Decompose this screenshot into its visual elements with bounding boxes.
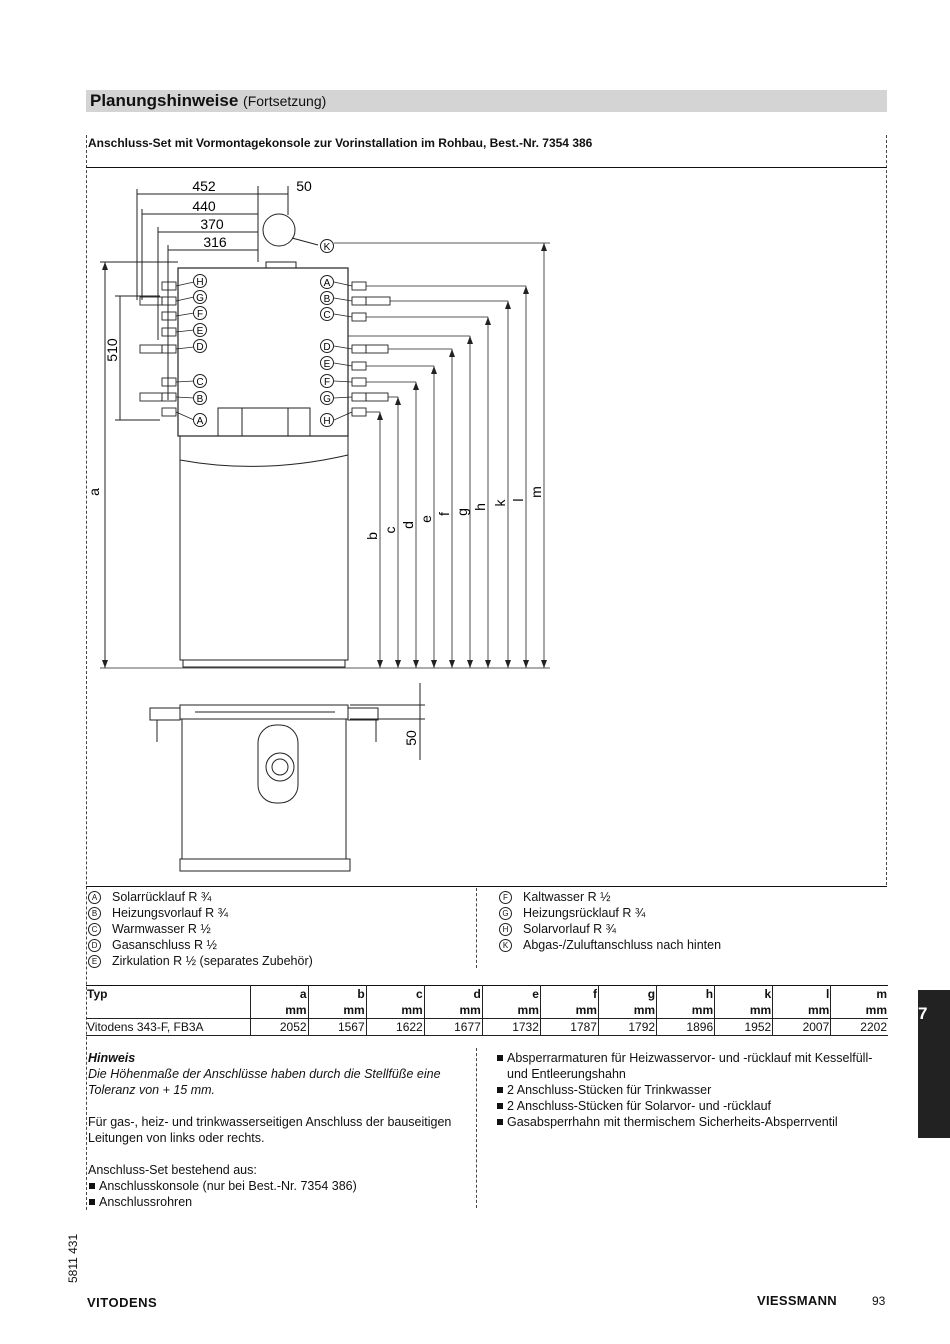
table-cell-b: 1567 [308,1019,366,1036]
legend-left [88,889,313,969]
legend-item-h [499,921,721,937]
dim-50-top: 50 [296,178,312,194]
svg-text:C: C [323,310,331,321]
note-left-column [88,1050,472,1210]
note-divider [476,1048,477,1208]
marker-left-g [194,291,207,305]
svg-text:B: B [323,294,331,305]
svg-text:A: A [196,416,204,427]
svg-text:C: C [196,377,204,388]
note-title: Hinweis [88,1051,136,1065]
table-header-e: e [482,986,540,1003]
svg-text:H: H [196,277,204,288]
marker-left-a [194,414,207,428]
dim-510: 510 [104,338,120,362]
legend-text-k: Abgas-/Zuluftanschluss nach hinten [523,938,722,952]
table-unit-m: mm [831,1002,888,1019]
table-unit-k: mm [715,1002,773,1019]
legend-item-g [499,905,721,921]
marker-right-g [321,392,334,406]
chapter-tab-number: 7 [918,1004,928,1023]
table-cell-e: 1732 [482,1019,540,1036]
dim-370: 370 [200,216,224,232]
svg-text:G: G [323,394,331,405]
footer-logo: VIESSMANN [757,1293,837,1308]
legend-key-a: A [88,891,101,904]
legend-item-c [88,921,313,937]
page-title-text: Planungshinweise [90,91,239,110]
table-cell-f: 1787 [540,1019,598,1036]
table-header-c: c [366,986,424,1003]
table-header-d: d [424,986,482,1003]
table-cell-c: 1622 [366,1019,424,1036]
set-item-valves: Absperrarmaturen für Heizwasservor- und -rücklauf mit Kesselfüll- und Entleerungshahn [496,1050,884,1082]
legend-key-h: H [499,923,512,936]
table-header-b: b [308,986,366,1003]
svg-text:D: D [323,342,331,353]
svg-text:E: E [196,326,204,337]
table-header-g: g [598,986,656,1003]
dim-b-label: b [364,532,380,540]
dimensions-table [86,985,888,1036]
legend-text-e: Zirkulation R ½ (separates Zubehör) [112,954,313,968]
legend-text-b: Heizungsvorlauf R ¾ [112,906,229,920]
section-heading: Anschluss-Set mit Vormontagekonsole zur Vorinstallation im Rohbau, Best.-Nr. 7354 386 [88,136,593,150]
marker-right-f [321,375,334,389]
page-subtitle: (Fortsetzung) [243,93,327,109]
marker-left-d [194,340,207,354]
svg-text:E: E [323,359,331,370]
dim-h-label: h [472,503,488,511]
dim-452: 452 [192,178,216,194]
svg-text:B: B [196,394,204,405]
table-row [86,1019,888,1036]
table-unit-e: mm [482,1002,540,1019]
table-unit-b: mm [308,1002,366,1019]
table-cell-a: 2052 [250,1019,308,1036]
marker-left-h [194,275,207,289]
table-header-row [86,986,888,1003]
page-number: 93 [872,1294,886,1308]
svg-text:F: F [196,309,204,320]
svg-text:H: H [323,416,331,427]
marker-left-b [194,392,207,406]
table-unit-a: mm [250,1002,308,1019]
legend-text-h: Solarvorlauf R ¾ [523,922,617,936]
dim-316: 316 [203,234,227,250]
table-cell-k: 1952 [715,1019,773,1036]
marker-right-e [321,357,334,371]
legend-right [499,889,721,953]
dim-l-label: l [510,498,526,502]
marker-left-c [194,375,207,389]
table-cell-h: 1896 [657,1019,715,1036]
legend-key-e: E [88,955,101,968]
marker-k [321,240,334,254]
table-unit-l: mm [773,1002,831,1019]
document-number: 5811 431 [66,1233,80,1283]
legend-key-g: G [499,907,512,920]
legend-key-f: F [499,891,512,904]
table-header-a: a [250,986,308,1003]
marker-left-f [194,307,207,321]
marker-left-e [194,324,207,338]
set-intro: Anschluss-Set bestehend aus: [88,1163,257,1177]
legend-item-f [499,889,721,905]
dim-a-label: a [86,488,102,496]
table-cell-l: 2007 [773,1019,831,1036]
set-item-gas: Gasabsperrhahn mit thermischem Sicherheits-Absperrventil [496,1114,884,1130]
footer-brand: VITODENS [87,1295,158,1310]
legend-text-c: Warmwasser R ½ [112,922,211,936]
marker-right-d [321,340,334,354]
legend-item-e [88,953,313,969]
dim-f-label: f [436,512,452,516]
note-italic-text: Die Höhenmaße der Anschlüsse haben durch die Stellfüße eine Toleranz von + 15 mm. [88,1067,441,1097]
dim-440: 440 [192,198,216,214]
svg-text:F: F [323,377,331,388]
legend-item-k [499,937,721,953]
set-item-drinkwater: 2 Anschluss-Stücken für Trinkwasser [496,1082,884,1098]
table-header-typ: Typ [86,986,250,1003]
svg-text:G: G [196,293,204,304]
table-unit-h: mm [657,1002,715,1019]
set-item-console: Anschlusskonsole (nur bei Best.-Nr. 7354 386) [88,1178,472,1194]
dim-g-label: g [454,508,470,516]
table-unit-f: mm [540,1002,598,1019]
svg-text:A: A [323,278,331,289]
legend-item-d [88,937,313,953]
note-paragraph: Für gas-, heiz- und trinkwasserseitigen Anschluss der bauseitigen Leitungen von links oder rechts. [88,1115,452,1145]
legend-text-g: Heizungsrücklauf R ¾ [523,906,646,920]
marker-right-h [321,414,334,428]
legend-divider [476,888,477,968]
table-unit-typ [86,1002,250,1019]
table-header-k: k [715,986,773,1003]
table-cell-m: 2202 [831,1019,888,1036]
legend-item-a [88,889,313,905]
legend-text-d: Gasanschluss R ½ [112,938,217,952]
dim-c-label: c [382,526,398,534]
dim-k-label: k [492,499,508,507]
legend-text-a: Solarrücklauf R ¾ [112,890,212,904]
note-right-column [496,1050,884,1130]
legend-rule [86,886,887,887]
legend-item-b [88,905,313,921]
dim-50-bottom: 50 [403,730,419,746]
table-cell-typ: Vitodens 343-F, FB3A [86,1019,250,1036]
set-item-solar: 2 Anschluss-Stücken für Solarvor- und -rücklauf [496,1098,884,1114]
legend-key-k: K [499,939,512,952]
marker-right-a [321,276,334,290]
table-header-f: f [540,986,598,1003]
table-unit-c: mm [366,1002,424,1019]
table-header-h: h [657,986,715,1003]
set-item-pipes: Anschlussrohren [88,1194,472,1210]
marker-right-c [321,308,334,322]
table-unit-g: mm [598,1002,656,1019]
legend-key-d: D [88,939,101,952]
marker-right-b [321,292,334,306]
dim-m-label: m [528,486,544,498]
legend-text-f: Kaltwasser R ½ [523,890,611,904]
table-units-row [86,1002,888,1019]
dim-d-label: d [400,521,416,529]
svg-text:D: D [196,342,204,353]
table-cell-g: 1792 [598,1019,656,1036]
dim-e-label: e [418,515,434,523]
svg-text:K: K [323,242,331,253]
chapter-tab [918,990,950,1138]
table-cell-d: 1677 [424,1019,482,1036]
table-header-m: m [831,986,888,1003]
table-unit-d: mm [424,1002,482,1019]
legend-key-b: B [88,907,101,920]
table-header-l: l [773,986,831,1003]
legend-key-c: C [88,923,101,936]
